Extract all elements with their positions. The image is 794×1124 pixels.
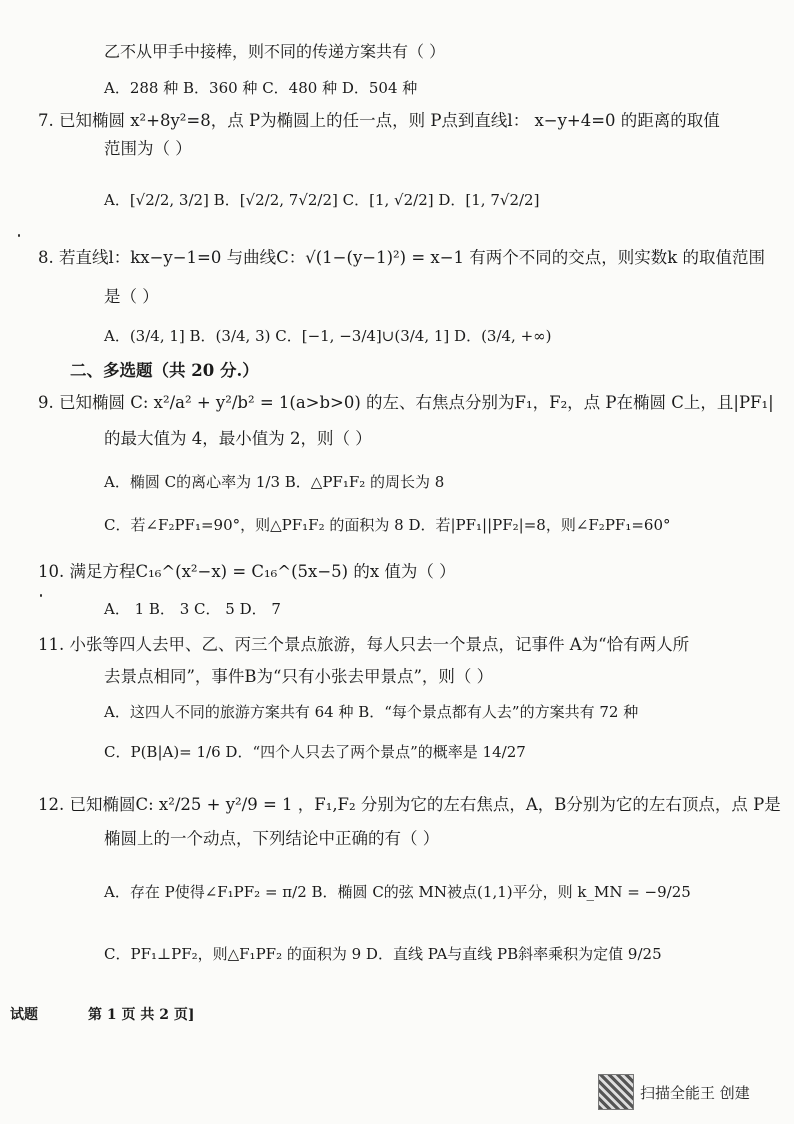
line-q7-opts: A．[√2/2, 3/2] B．[√2/2, 7√2/2] C．[1, √2/2] D．[1, 7√2/2] — [104, 191, 540, 209]
line-q11-ab: A．这四人不同的旅游方案共有 64 种 B．“每个景点都有人去”的方案共有 72 种 — [104, 703, 639, 721]
line-q9-l1: 9. 已知椭圆 C: x²/a² + y²/b² = 1(a>b>0) 的左、右焦点分别为F₁，F₂，点 P在椭圆 C上，且|PF₁| — [38, 393, 774, 412]
line-q12-ab: A．存在 P使得∠F₁PF₂ = π/2 B．椭圆 C的弦 MN被点(1,1)平分，则 k_MN = −9/25 — [104, 883, 691, 901]
line-q8-l1: 8. 若直线l：kx−y−1=0 与曲线C：√(1−(y−1)²) = x−1 有两个不同的交点，则实数k 的取值范围 — [38, 248, 766, 267]
line-q9-cd: C．若∠F₂PF₁=90°，则△PF₁F₂ 的面积为 8 D．若|PF₁||PF₂|=8，则∠F₂PF₁=60° — [104, 516, 671, 534]
line-q7-l1: 7. 已知椭圆 x²+8y²=8，点 P为椭圆上的任一点，则 P点到直线l： x−y+4=0 的距离的取值 — [38, 111, 720, 130]
watermark-text: 扫描全能王 创建 — [640, 1084, 750, 1102]
line-q8-l2: 是（ ） — [104, 287, 159, 306]
line-q10-opts: A． 1 B． 3 C． 5 D． 7 — [104, 600, 281, 618]
line-q9-ab: A．椭圆 C的离心率为 1/3 B．△PF₁F₂ 的周长为 8 — [104, 473, 445, 491]
line-q6-cont: 乙不从甲手中接棒，则不同的传递方案共有（ ） — [104, 42, 446, 61]
line-q12-l1: 12. 已知椭圆C: x²/25 + y²/9 = 1 ，F₁,F₂ 分别为它的左右焦点，A，B分别为它的左右顶点，点 P是 — [38, 795, 781, 814]
line-q11-l1: 11. 小张等四人去甲、乙、丙三个景点旅游，每人只去一个景点，记事件 A为“恰有两人所 — [38, 635, 690, 654]
line-q11-cd: C．P(B|A)= 1/6 D．“四个人只去了两个景点”的概率是 14/27 — [104, 743, 526, 761]
line-q10: 10. 满足方程C₁₆^(x²−x) = C₁₆^(5x−5) 的x 值为（ ） — [38, 562, 456, 581]
line-q8-opts: A．(3/4, 1] B．(3/4, 3) C．[−1, −3/4]∪(3/4, 1] D．(3/4, +∞) — [104, 327, 552, 345]
scan-speck — [40, 594, 42, 597]
footer-page-number: 第 1 页 共 2 页] — [88, 1007, 195, 1023]
line-q11-l2: 去景点相同”，事件B为“只有小张去甲景点”，则（ ） — [104, 667, 494, 686]
line-q12-l2: 椭圆上的一个动点，下列结论中正确的有（ ） — [104, 829, 440, 848]
footer-label: 试题 — [10, 1007, 38, 1023]
scanner-logo-icon — [598, 1074, 634, 1110]
line-q9-l2: 的最大值为 4，最小值为 2，则（ ） — [104, 429, 372, 448]
line-q6-opts: A．288 种 B．360 种 C．480 种 D．504 种 — [104, 79, 418, 97]
line-q7-l2: 范围为（ ） — [104, 139, 192, 158]
line-q12-cd: C．PF₁⊥PF₂，则△F₁PF₂ 的面积为 9 D．直线 PA与直线 PB斜率乘积为定值 9/25 — [104, 945, 662, 963]
scan-speck — [18, 234, 20, 237]
line-sec2: 二、多选题（共 20 分.） — [70, 361, 259, 380]
